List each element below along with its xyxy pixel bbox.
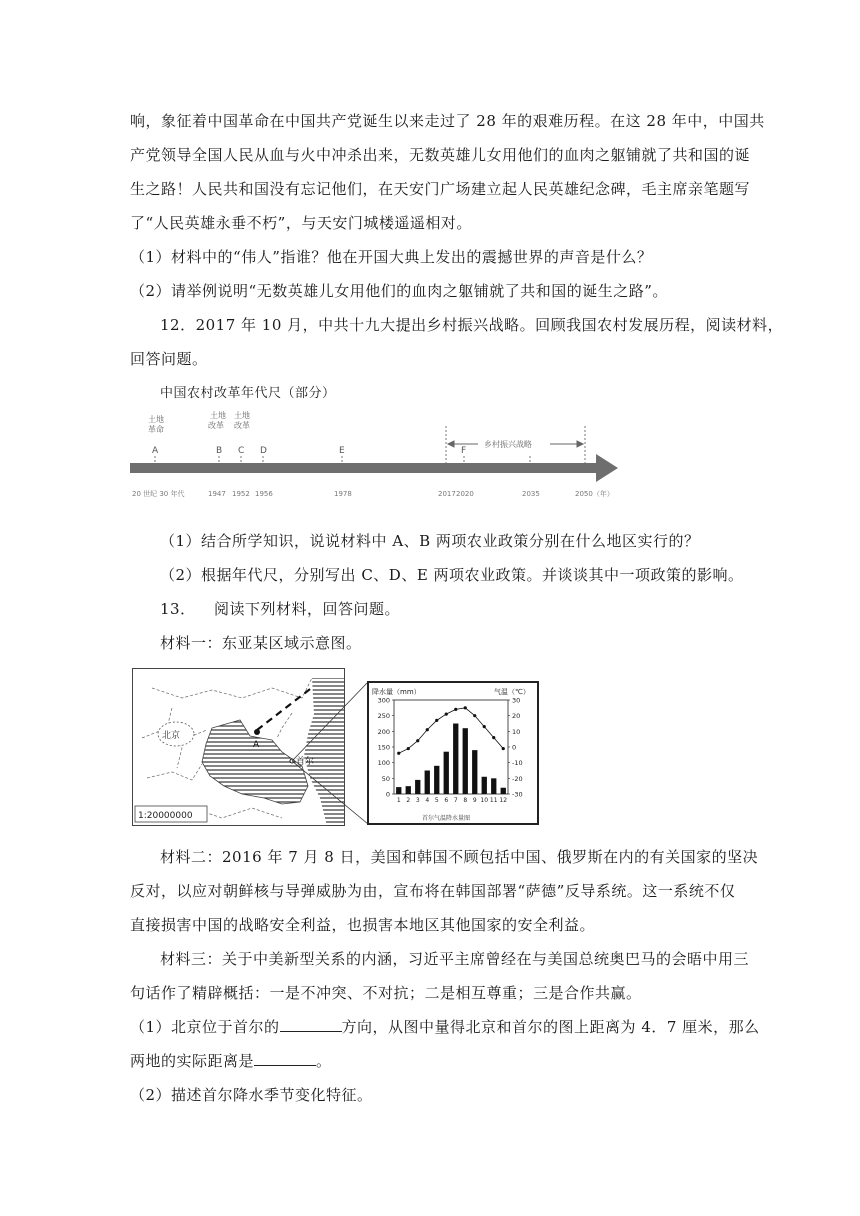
paragraph-line: 了“人民英雄永垂不朽”，与天安门城楼遥遥相对。 (130, 214, 472, 232)
reform-timeline (130, 408, 620, 518)
year-label: 2017 (438, 490, 456, 498)
year-label: 1978 (334, 490, 352, 498)
question-12-stem-cont: 回答问题。 (130, 350, 208, 368)
month-label: 7 (453, 797, 458, 804)
marker-e: E (339, 446, 345, 456)
precip-bar (472, 750, 477, 794)
item-1-text-c: 两地的实际距离是 (130, 1052, 255, 1070)
material-2-line: 反对，以应对朝鲜核与导弹威胁为由，宣布将在韩国部署“萨德”反导系统。这一系统不仅 (130, 882, 736, 900)
beijing-label: 北京 (162, 731, 181, 741)
temperature-point (435, 719, 438, 722)
strategy-label: 乡村振兴战略 (484, 440, 532, 449)
month-label: 6 (444, 797, 449, 804)
scale-label: 1:20000000 (138, 811, 193, 821)
y-tick-label: 50 (381, 774, 390, 783)
y2-tick-label: -20 (512, 774, 523, 783)
east-asia-map-figure (132, 668, 542, 830)
precip-bar (453, 724, 458, 795)
year-label: 2035 (522, 490, 540, 498)
precip-bar (425, 771, 430, 795)
precip-bar (396, 787, 401, 794)
month-label: 11 (489, 797, 498, 804)
question-13-item-1 (130, 1016, 760, 1037)
paragraph-line: 生之路！人民共和国没有忘记他们，在天安门广场建立起人民英雄纪念碑，毛主席亲笔题写 (130, 180, 751, 198)
month-label: 3 (415, 797, 420, 804)
month-label: 10 (480, 797, 489, 804)
month-label: 8 (463, 797, 468, 804)
y2-tick-label: 0 (512, 743, 517, 752)
question-12-item-1: （1）结合所学知识，说说材料中 A、B 两项农业政策分别在什么地区实行的？ (160, 532, 700, 550)
temperature-point (502, 747, 505, 750)
question-12-item-2: （2）根据年代尺，分别写出 C、D、E 两项农业政策。并谈谈其中一项政策的影响。 (160, 566, 744, 584)
y-tick-label: 300 (377, 696, 390, 705)
material-2-line: 材料二：2016 年 7 月 8 日，美国和韩国不顾包括中国、俄罗斯在内的有关国家的坚决 (160, 848, 759, 866)
material-1: 材料一：东亚某区域示意图。 (160, 634, 362, 652)
question-11-item-1: （1）材料中的“伟人”指谁？他在开国大典上发出的震撼世界的声音是什么？ (130, 248, 653, 266)
temperature-point (426, 728, 429, 731)
marker-f: F (461, 446, 467, 456)
paragraph-line: 响，象征着中国革命在中国共产党诞生以来走过了 28 年的艰难历程。在这 28 年中，中国共 (130, 112, 765, 130)
temp-axis-label: 气温（℃） (494, 688, 530, 696)
y-tick-label: 200 (377, 727, 390, 736)
y-tick-label: 250 (377, 712, 390, 721)
marker-a-label-2: 革命 (148, 425, 164, 434)
temperature-point (407, 747, 410, 750)
marker-c: C (238, 446, 245, 456)
precip-bar (434, 766, 439, 794)
precip-bar (415, 780, 420, 794)
paragraph-line: 产党领导全国人民从血与火中冲杀出来，无数英雄儿女用他们的血肉之躯铺就了共和国的诞 (130, 146, 751, 164)
y2-tick-label: 10 (512, 727, 521, 736)
material-3-line: 句话作了精辟概括：一是不冲突、不对抗；二是相互尊重；三是合作共赢。 (130, 984, 642, 1002)
marker-a-label-1: 土地 (148, 415, 164, 424)
year-label: 1952 (232, 490, 250, 498)
month-label: 2 (406, 797, 411, 804)
temperature-point (454, 708, 457, 711)
y2-tick-label: 20 (512, 712, 521, 721)
month-label: 5 (434, 797, 439, 804)
precip-bar (444, 752, 449, 794)
item-1-text-b: 方向，从图中量得北京和首尔的图上距离为 4．7 厘米，那么 (341, 1018, 760, 1036)
answer-blank-direction[interactable] (280, 1017, 342, 1032)
item-1-text-d: 。 (316, 1052, 332, 1070)
precip-bar (482, 777, 487, 794)
question-13-stem: 阅读下列材料，回答问题。 (214, 600, 401, 618)
month-label: 1 (396, 797, 401, 804)
year-label: 2050（年） (575, 490, 614, 498)
point-a-dot (254, 729, 260, 735)
marker-b: B (216, 446, 223, 456)
month-label: 9 (472, 797, 477, 804)
timeline-caption: 中国农村改革年代尺（部分） (160, 386, 336, 401)
precip-bar (406, 786, 411, 794)
y2-tick-label: -10 (512, 759, 523, 768)
year-label: 20 世纪 30 年代 (132, 490, 185, 498)
marker-d: D (260, 446, 267, 456)
temperature-point (445, 713, 448, 716)
climate-chart-caption: 首尔气温降水量图 (422, 815, 471, 822)
y2-tick-label: 30 (512, 696, 521, 705)
y-tick-label: 100 (377, 759, 390, 768)
item-1-text-a: （1）北京位于首尔的 (130, 1018, 280, 1036)
temperature-point (464, 706, 467, 709)
timeline-arrowhead (596, 454, 618, 482)
y2-tick-label: -30 (512, 790, 523, 799)
question-13-item-1-cont (130, 1050, 332, 1071)
precip-bar (501, 788, 506, 794)
question-13-number: 13． (160, 600, 196, 618)
marker-d-label-1: 土地 (234, 411, 250, 420)
y-tick-label: 0 (385, 790, 390, 799)
month-label: 12 (499, 797, 508, 804)
year-label: 1956 (255, 490, 273, 498)
marker-a: A (152, 446, 159, 456)
year-label: 2020 (456, 490, 474, 498)
seoul-label: 首尔 (296, 757, 315, 767)
temperature-point (397, 752, 400, 755)
point-a-label: A (253, 740, 260, 750)
timeline-bar (130, 463, 600, 473)
precip-axis-label: 降水量（mm） (372, 688, 421, 696)
temperature-point (416, 739, 419, 742)
question-13-item-2: （2）描述首尔降水季节变化特征。 (130, 1086, 373, 1104)
material-2-line: 直接损害中国的战略安全利益，也损害本地区其他国家的安全利益。 (130, 916, 596, 934)
year-label: 1947 (208, 490, 226, 498)
y-tick-label: 150 (377, 743, 390, 752)
marker-b-label-1: 土地 (210, 411, 226, 420)
temperature-point (492, 736, 495, 739)
material-3-line: 材料三：关于中美新型关系的内涵，习近平主席曾经在与美国总统奥巴马的会晤中用三 (160, 950, 750, 968)
marker-d-label-2: 改革 (234, 421, 250, 430)
answer-blank-distance[interactable] (254, 1051, 316, 1066)
precip-bar (491, 778, 496, 794)
precip-bar (463, 728, 468, 794)
temperature-point (483, 725, 486, 728)
month-label: 4 (425, 797, 430, 804)
temperature-point (473, 714, 476, 717)
question-12-stem: 12．2017 年 10 月，中共十九大提出乡村振兴战略。回顾我国农村发展历程，阅读材料， (160, 316, 784, 334)
marker-b-label-2: 改革 (208, 421, 224, 430)
question-11-item-2: （2）请举例说明“无数英雄儿女用他们的血肉之躯铺就了共和国的诞生之路”。 (130, 282, 668, 300)
